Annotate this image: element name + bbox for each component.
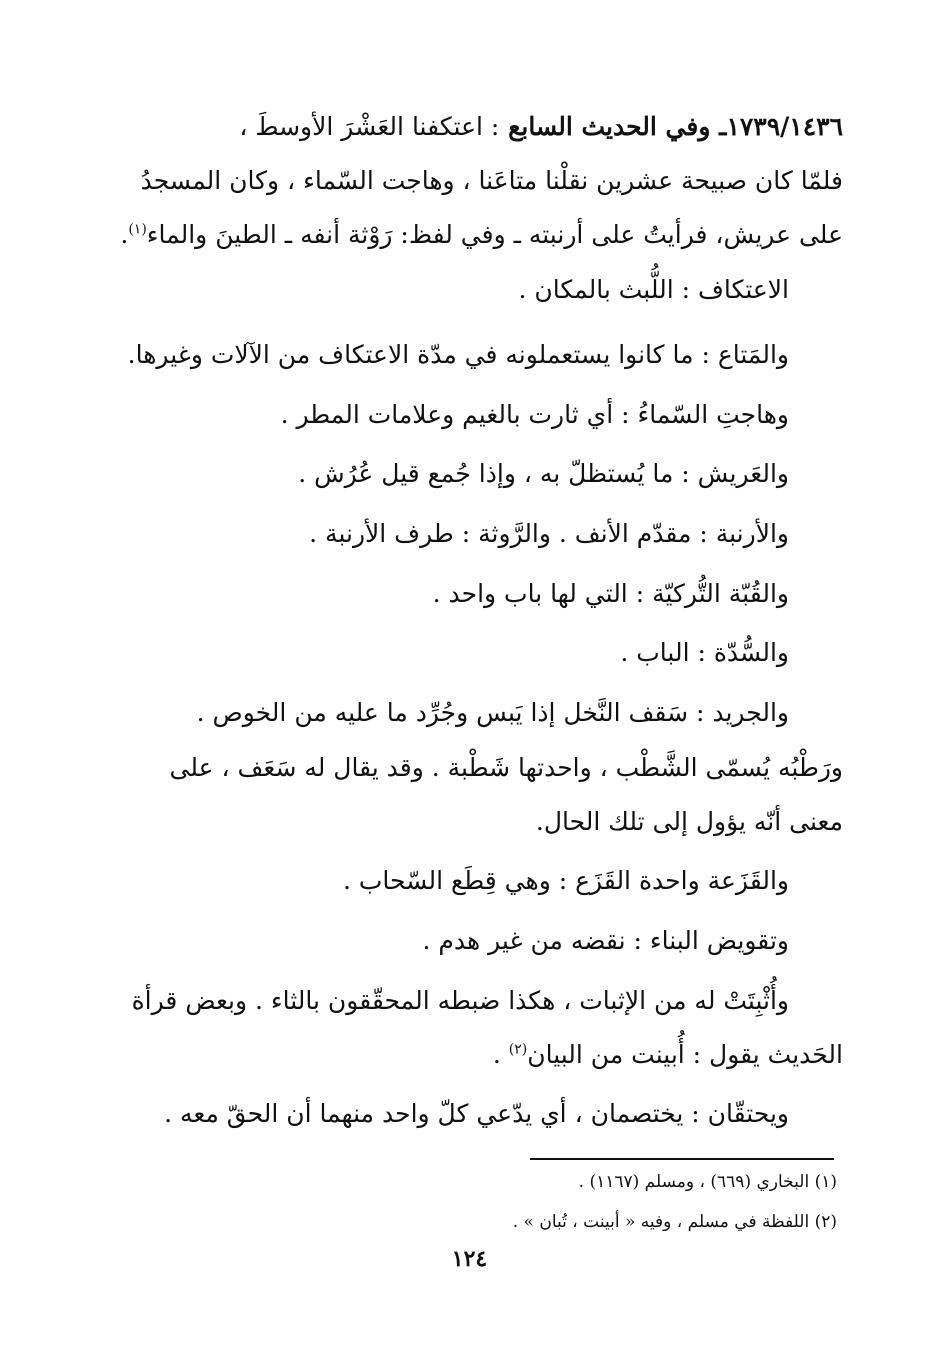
gloss-arnaba: والأرنبة : مقدّم الأنف . والرَّوثة : طرف الأرنبة . bbox=[309, 519, 789, 548]
gloss-hajat: وهاجتِ السّماءُ : أي ثارت بالغيم وعلامات المطر . bbox=[280, 400, 789, 429]
gloss-taqwid: وتقويض البناء : نقضه من غير هدم . bbox=[422, 926, 789, 955]
footnote-ref-1[interactable]: (١) bbox=[128, 221, 147, 238]
hadith-heading bbox=[239, 110, 843, 144]
hadith-title: ـ وفي الحديث السابع bbox=[508, 112, 727, 141]
gloss-jarid-line2: ورَطْبُه يُسمّى الشَّطْب ، واحدتها شَطْبة . وقد يقال له سَعَف ، على bbox=[169, 753, 843, 782]
gloss-uthbit-line1: وأُثْبِتَتْ له من الإثبات ، هكذا ضبطه المحقّقون بالثاء . وبعض قرأة bbox=[131, 986, 789, 1015]
footnote-ref-2[interactable]: (٢) bbox=[508, 1041, 528, 1058]
hadith-line3-text: على عريش، فرأيتُ على أرنبته ـ وفي لفظ: رَوْثة أنفه ـ الطينَ والماء bbox=[146, 220, 843, 249]
hadith-line2: فلمّا كان صبيحة عشرين نقلْنا متاعَنا ، وهاجت السّماء ، وكان المسجدُ bbox=[140, 166, 843, 195]
footnote-1: (١) البخاري (٦٦٩) ، ومسلم (١١٦٧) . bbox=[578, 1172, 837, 1192]
footnote-2: (٢) اللفظة في مسلم ، وفيه « أبينت ، تُبان » . bbox=[512, 1212, 837, 1232]
gloss-jarid-line1: والجريد : سَقف النَّخل إذا يَبس وجُرِّد ما عليه من الخوص . bbox=[196, 698, 789, 727]
gloss-itikaf: الاعتكاف : اللُّبث بالمكان . bbox=[518, 275, 789, 304]
gloss-jarid-line3: معنى أنّه يؤول إلى تلك الحال. bbox=[535, 807, 843, 836]
hadith-line3-end: . bbox=[120, 220, 129, 249]
gloss-qaza: والقَزَعة واحدة القَزَع : وهي قِطَع السّحاب . bbox=[342, 866, 789, 895]
footnote-separator bbox=[530, 1158, 834, 1160]
hadith-line1-rest: : اعتكفنا العَشْرَ الأوسطَ ، bbox=[239, 112, 500, 141]
gloss-qubba: والقُبّة التُّركيّة : التي لها باب واحد . bbox=[432, 579, 789, 608]
page-number: ١٢٤ bbox=[451, 1246, 488, 1272]
gloss-mataa: والمَتاع : ما كانوا يستعملونه في مدّة الاعتكاف من الآلات وغيرها. bbox=[127, 340, 789, 369]
hadith-line3 bbox=[120, 218, 843, 252]
gloss-yahtaqqan: ويحتقّان : يختصمان ، أي يدّعي كلّ واحد منهما أن الحقّ معه . bbox=[164, 1099, 789, 1128]
hadith-number: ١٧٣٩/١٤٣٦ bbox=[726, 112, 843, 141]
gloss-arish: والعَريش : ما يُستظلّ به ، وإذا جُمع قيل عُرُش . bbox=[298, 459, 789, 488]
gloss-sudda: والسُّدّة : الباب . bbox=[620, 638, 789, 667]
gloss-uthbit-line2-end: . bbox=[492, 1040, 501, 1069]
gloss-uthbit-line2 bbox=[493, 1038, 843, 1072]
gloss-uthbit-line2-text: الحَديث يقول : أُبينت من البيان bbox=[527, 1040, 843, 1069]
